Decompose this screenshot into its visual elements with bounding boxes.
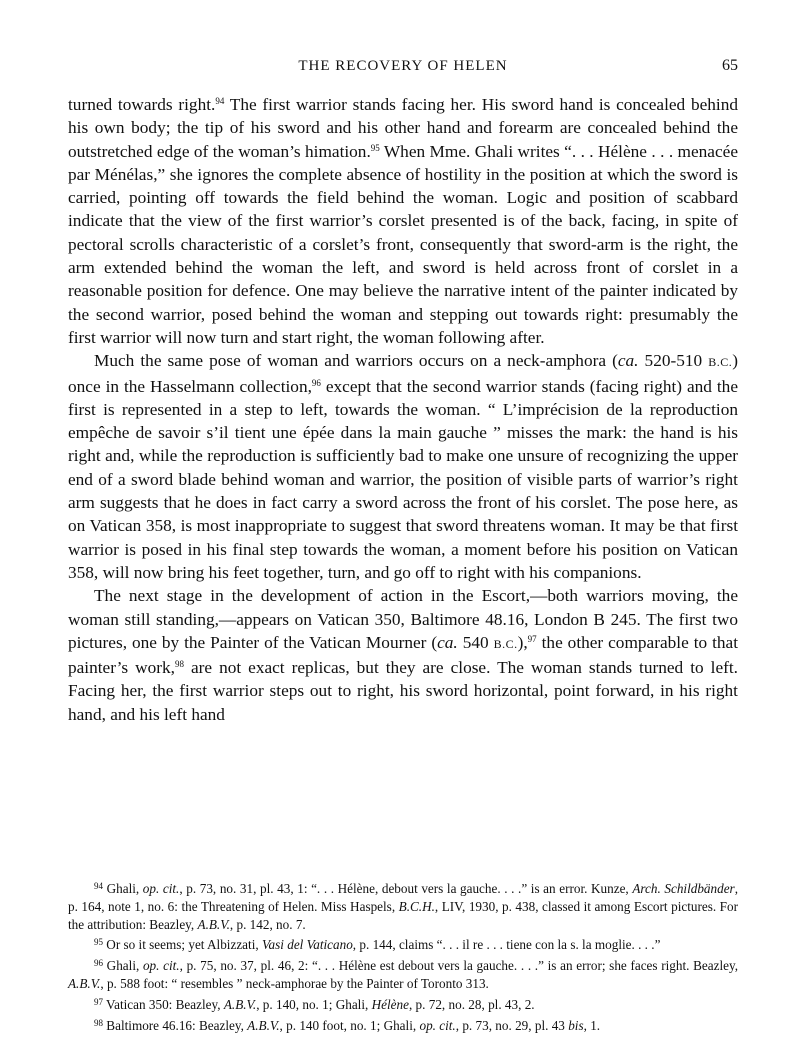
footnotes xyxy=(68,880,738,1037)
p2-text-c: ) once in the Hasselmann collection, xyxy=(68,351,738,396)
p3-text-b: 540 xyxy=(457,632,494,652)
body-text xyxy=(68,93,738,726)
fn97-b: , p. 140, no. 1; Ghali, xyxy=(256,996,372,1012)
footnote-marker-94: 94 xyxy=(94,881,103,891)
fn94-d: , LIV, 1930, p. 438, classed it among Escort pictures. For the attribution: Beazley, xyxy=(68,898,738,932)
fn98-c: , p. 73, no. 29, pl. 43 xyxy=(455,1017,569,1033)
p2-text-a: Much the same pose of woman and warriors occurs on a neck-amphora ( xyxy=(94,351,618,371)
fn96-b: , p. 75, no. 37, pl. 46, 2: “. . . Hélène est debout vers la gauche. . . .” is an error; she faces right. Beazley, xyxy=(179,958,738,974)
p2-ca: ca. xyxy=(617,351,639,371)
p3-text-d: the other comparable to that painter’s work, xyxy=(68,632,738,678)
running-title: THE RECOVERY OF HELEN xyxy=(298,58,508,74)
fn96-a: Ghali, xyxy=(103,958,143,974)
fn98-b: , p. 140 foot, no. 1; Ghali, xyxy=(279,1017,420,1033)
footnote-marker-96: 96 xyxy=(94,958,103,969)
fn96-c: , p. 588 foot: “ resembles ” neck-amphorae by the Painter of Toronto 313. xyxy=(100,975,489,991)
fn94-i3: B.C.H. xyxy=(398,898,435,914)
footnote-ref-98[interactable]: 98 xyxy=(174,659,184,670)
fn94-i4: A.B.V. xyxy=(197,916,230,932)
fn98-d: , 1. xyxy=(583,1017,601,1033)
fn97-c: , p. 72, no. 28, pl. 43, 2. xyxy=(408,996,535,1012)
p1-text-b: The first warrior stands facing her. His sword hand is concealed behind his own body; the tip of his sword and his other hand and forearm are concealed behind the outstretched edge of the woman’s himation. xyxy=(68,95,738,161)
p3-text-e: are not exact replicas, but they are close. The woman stands turned to left. Facing her, the first warrior steps out to right, his sword horizontal, point forward, in his right hand, and his left hand xyxy=(68,658,738,724)
page-number: 65 xyxy=(722,57,738,74)
footnote-ref-95[interactable]: 95 xyxy=(370,142,380,153)
fn98-i1: A.B.V. xyxy=(247,1017,280,1033)
footnote-97 xyxy=(68,996,738,1014)
fn96-i2: A.B.V. xyxy=(68,975,101,991)
footnote-marker-98: 98 xyxy=(94,1017,103,1028)
footnote-96 xyxy=(68,957,738,993)
fn96-i1: op. cit. xyxy=(142,958,180,974)
fn94-i2: Arch. Schildbänder xyxy=(632,881,735,896)
p3-text-a: The next stage in the development of action in the Escort,—both warriors moving, the woman still standing,—appears on Vatican 350, Baltimore 48.16, London B 245. The first two pictures, one by the Painter of the Vatican Mourner ( xyxy=(68,586,738,652)
p3-bc: B.C. xyxy=(493,636,518,651)
paragraph-2 xyxy=(68,349,738,584)
fn94-i1: op. cit. xyxy=(142,881,180,896)
footnote-94 xyxy=(68,880,738,933)
p2-bc: B.C. xyxy=(708,355,733,370)
running-head xyxy=(68,56,738,78)
p1-text-a: turned towards right. xyxy=(68,95,216,114)
footnote-95 xyxy=(68,936,738,954)
footnote-ref-96[interactable]: 96 xyxy=(311,377,321,388)
footnote-marker-95: 95 xyxy=(94,937,103,948)
p3-text-c: ), xyxy=(517,632,528,652)
paragraph-3 xyxy=(68,584,738,726)
p1-text-c: When Mme. Ghali writes “. . . Hélène . . . menacée par Ménélas,” she ignores the complete absence of hostility in the position at which the sword is carried, pointing off towards the field behind the woman. Logic and position of scabbard indicate that the view of the first warrior’s corslet presented is of the back, facing, in spite of pectoral scrolls characteristic of a corslet’s front, consequently that sword-arm is the right, the arm extended behind the woman the left, and sword is held across front of corslet in a reasonable position for defence. One may believe the narrative intent of the painter indicated by the second warrior, posed behind the woman and stepping out towards right: presumably the first warrior will now turn and start right, the woman following after. xyxy=(68,141,738,347)
fn95-i1: Vasi del Vaticano xyxy=(261,937,353,953)
footnote-ref-97[interactable]: 97 xyxy=(527,633,537,644)
fn98-i2: op. cit. xyxy=(419,1017,456,1033)
fn98-i3: bis xyxy=(568,1017,584,1033)
fn97-a: Vatican 350: Beazley, xyxy=(103,996,224,1012)
fn94-e: , p. 142, no. 7. xyxy=(229,916,306,932)
fn97-i2: Hélène xyxy=(371,996,409,1012)
p3-ca: ca. xyxy=(437,632,458,652)
p2-text-d: except that the second warrior stands (facing right) and the first is represented in a step to left, towards the woman. “ L’imprécision de la reproduction empêche de savoir s’il tient une épée dans la main gauche ” misses the mark: the hand is his right and, while the reproduction is sufficiently bad to make one unsure of recognizing the upper end of a sword blade behind woman and warrior, the position of visible parts of warrior’s right arm suggests that he does in fact carry a sword across the front of his corslet. The pose here, as on Vatican 358, is most inappropriate to suggest that sword threatens woman. It may be that first warrior is posed in his final step towards the woman, a moment before his position on Vatican 358, will now bring his feet together, turn, and go off to right with his companions. xyxy=(68,376,738,582)
fn95-a: Or so it seems; yet Albizzati, xyxy=(103,937,262,953)
paragraph-1 xyxy=(68,93,738,349)
fn94-c: , p. 164, note 1, no. 6: the Threatening of Helen. Miss Haspels, xyxy=(68,881,738,914)
fn94-a: Ghali, xyxy=(103,881,143,896)
fn98-a: Baltimore 46.16: Beazley, xyxy=(103,1017,248,1033)
fn95-b: , p. 144, claims “. . . il re . . . tiene con la s. la moglie. . . .” xyxy=(352,937,661,953)
p2-text-b: 520-510 xyxy=(638,351,709,371)
footnote-98 xyxy=(68,1017,738,1035)
footnote-marker-97: 97 xyxy=(94,996,103,1007)
fn94-b: , p. 73, no. 31, pl. 43, 1: “. . . Hélène, debout vers la gauche. . . .” is an error. Kunze, xyxy=(179,881,633,896)
footnote-ref-94[interactable]: 94 xyxy=(215,96,225,106)
fn97-i1: A.B.V. xyxy=(223,996,257,1012)
